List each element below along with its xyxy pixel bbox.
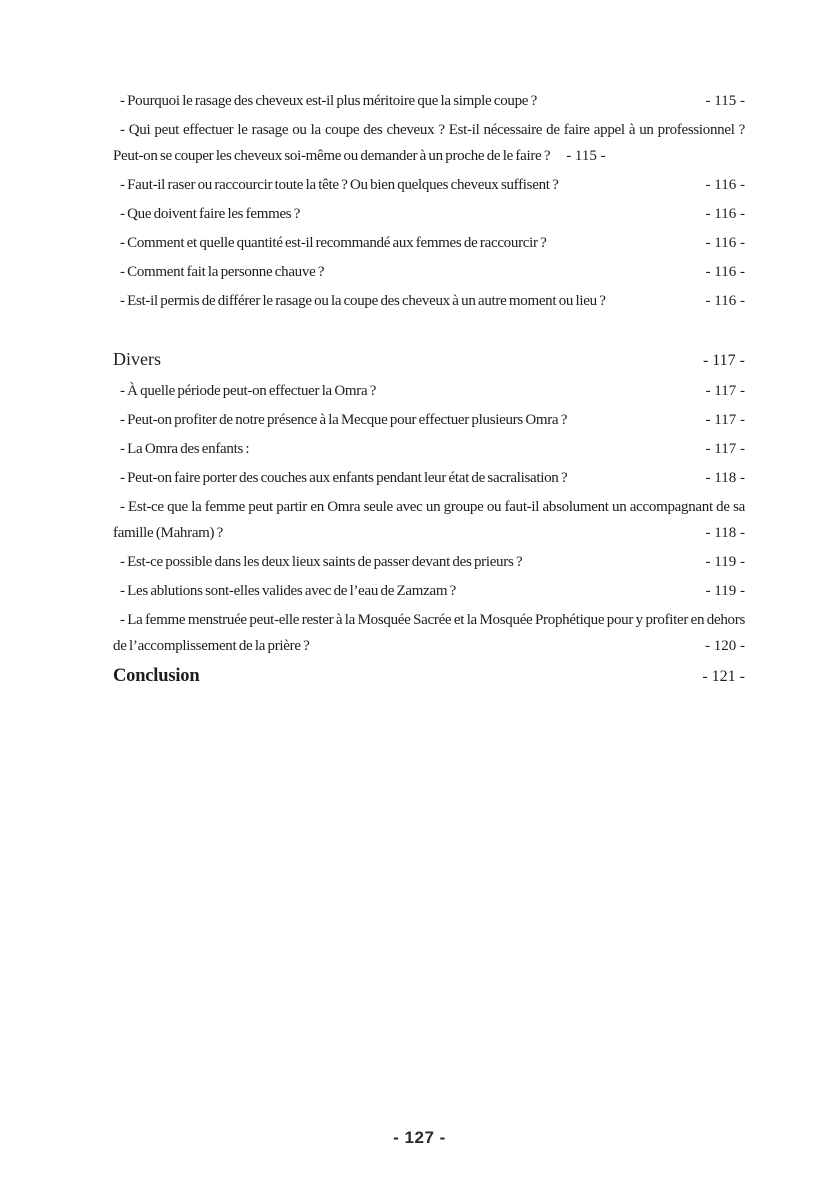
toc-entry [113,549,745,575]
toc-entry-title: - Qui peut effectuer le rasage ou la coupe des cheveux ? Est-il nécessaire de faire appel à un professionnel ? Peut-on se couper les cheveux soi-même ou demander à un proche de le faire ? [113,122,745,164]
toc-section-title: Conclusion [113,666,200,686]
page-number-footer: - 127 - [393,1128,446,1147]
toc-section-page-number: - 121 - [702,668,745,685]
toc-entry-page-number: - 115 - [566,148,606,164]
toc-entry [113,259,745,285]
toc-entry-title: - Est-ce possible dans les deux lieux saints de passer devant des prieurs ? [120,554,523,570]
toc-entry-page-number: - 119 - [705,554,745,570]
toc-entry-page-number: - 116 - [705,206,745,222]
toc-entry-title: - Peut-on profiter de notre présence à la Mecque pour effectuer plusieurs Omra ? [120,412,568,428]
toc-entry-title: - Faut-il raser ou raccourcir toute la tête ? Ou bien quelques cheveux suffisent ? [120,177,559,193]
toc-entry-title: - Que doivent faire les femmes ? [120,206,301,222]
toc-section-heading [113,345,745,375]
table-of-contents [113,88,745,694]
toc-entry-page-number: - 116 - [705,293,745,309]
toc-entry-page-number: - 116 - [705,264,745,280]
toc-entry [113,172,745,198]
toc-entry [113,88,745,114]
toc-entry-title: - Est-ce que la femme peut partir en Omra seule avec un groupe ou faut-il absolument un accompagnant de sa famille (Mahram) ? [113,499,745,541]
toc-section-title: Divers [113,349,161,369]
toc-entry [113,201,745,227]
toc-entry-page-number: - 120 - [705,638,745,654]
toc-entry-title: - Peut-on faire porter des couches aux enfants pendant leur état de sacralisation ? [120,470,568,486]
toc-entry-title: - Pourquoi le rasage des cheveux est-il plus méritoire que la simple coupe ? [120,93,537,109]
toc-entry [113,288,745,314]
toc-entry-page-number: - 118 - [705,525,745,541]
toc-entry-page-number: - 119 - [705,583,745,599]
toc-entry [113,465,745,491]
toc-section-heading [113,662,745,691]
toc-entry [113,494,745,546]
toc-entry-title: - La Omra des enfants : [120,441,250,457]
toc-entry-page-number: - 117 - [705,383,745,399]
toc-entry-title: - La femme menstruée peut-elle rester à la Mosquée Sacrée et la Mosquée Prophétique pour y profiter en dehors de l’accomplissement de la prière ? [113,612,745,654]
toc-entry-page-number: - 118 - [705,470,745,486]
toc-entry-title: - Les ablutions sont-elles valides avec de l’eau de Zamzam ? [120,583,457,599]
toc-entry-page-number: - 117 - [705,441,745,457]
toc-section-page-number: - 117 - [702,352,745,369]
toc-entry-page-number: - 117 - [705,412,745,428]
toc-entry-title: - À quelle période peut-on effectuer la Omra ? [120,383,377,399]
toc-entry-title: - Comment et quelle quantité est-il recommandé aux femmes de raccourcir ? [120,235,547,251]
toc-entry [113,578,745,604]
toc-entry [113,607,745,659]
toc-entry [113,230,745,256]
toc-entry [113,378,745,404]
toc-entry-title: - Comment fait la personne chauve ? [120,264,325,280]
toc-entry [113,407,745,433]
toc-entry [113,117,745,169]
toc-entry-title: - Est-il permis de différer le rasage ou la coupe des cheveux à un autre moment ou lieu ? [120,293,606,309]
toc-entry-page-number: - 115 - [705,93,745,109]
toc-entry-page-number: - 116 - [705,235,745,251]
toc-entry [113,436,745,462]
toc-entry-page-number: - 116 - [705,177,745,193]
